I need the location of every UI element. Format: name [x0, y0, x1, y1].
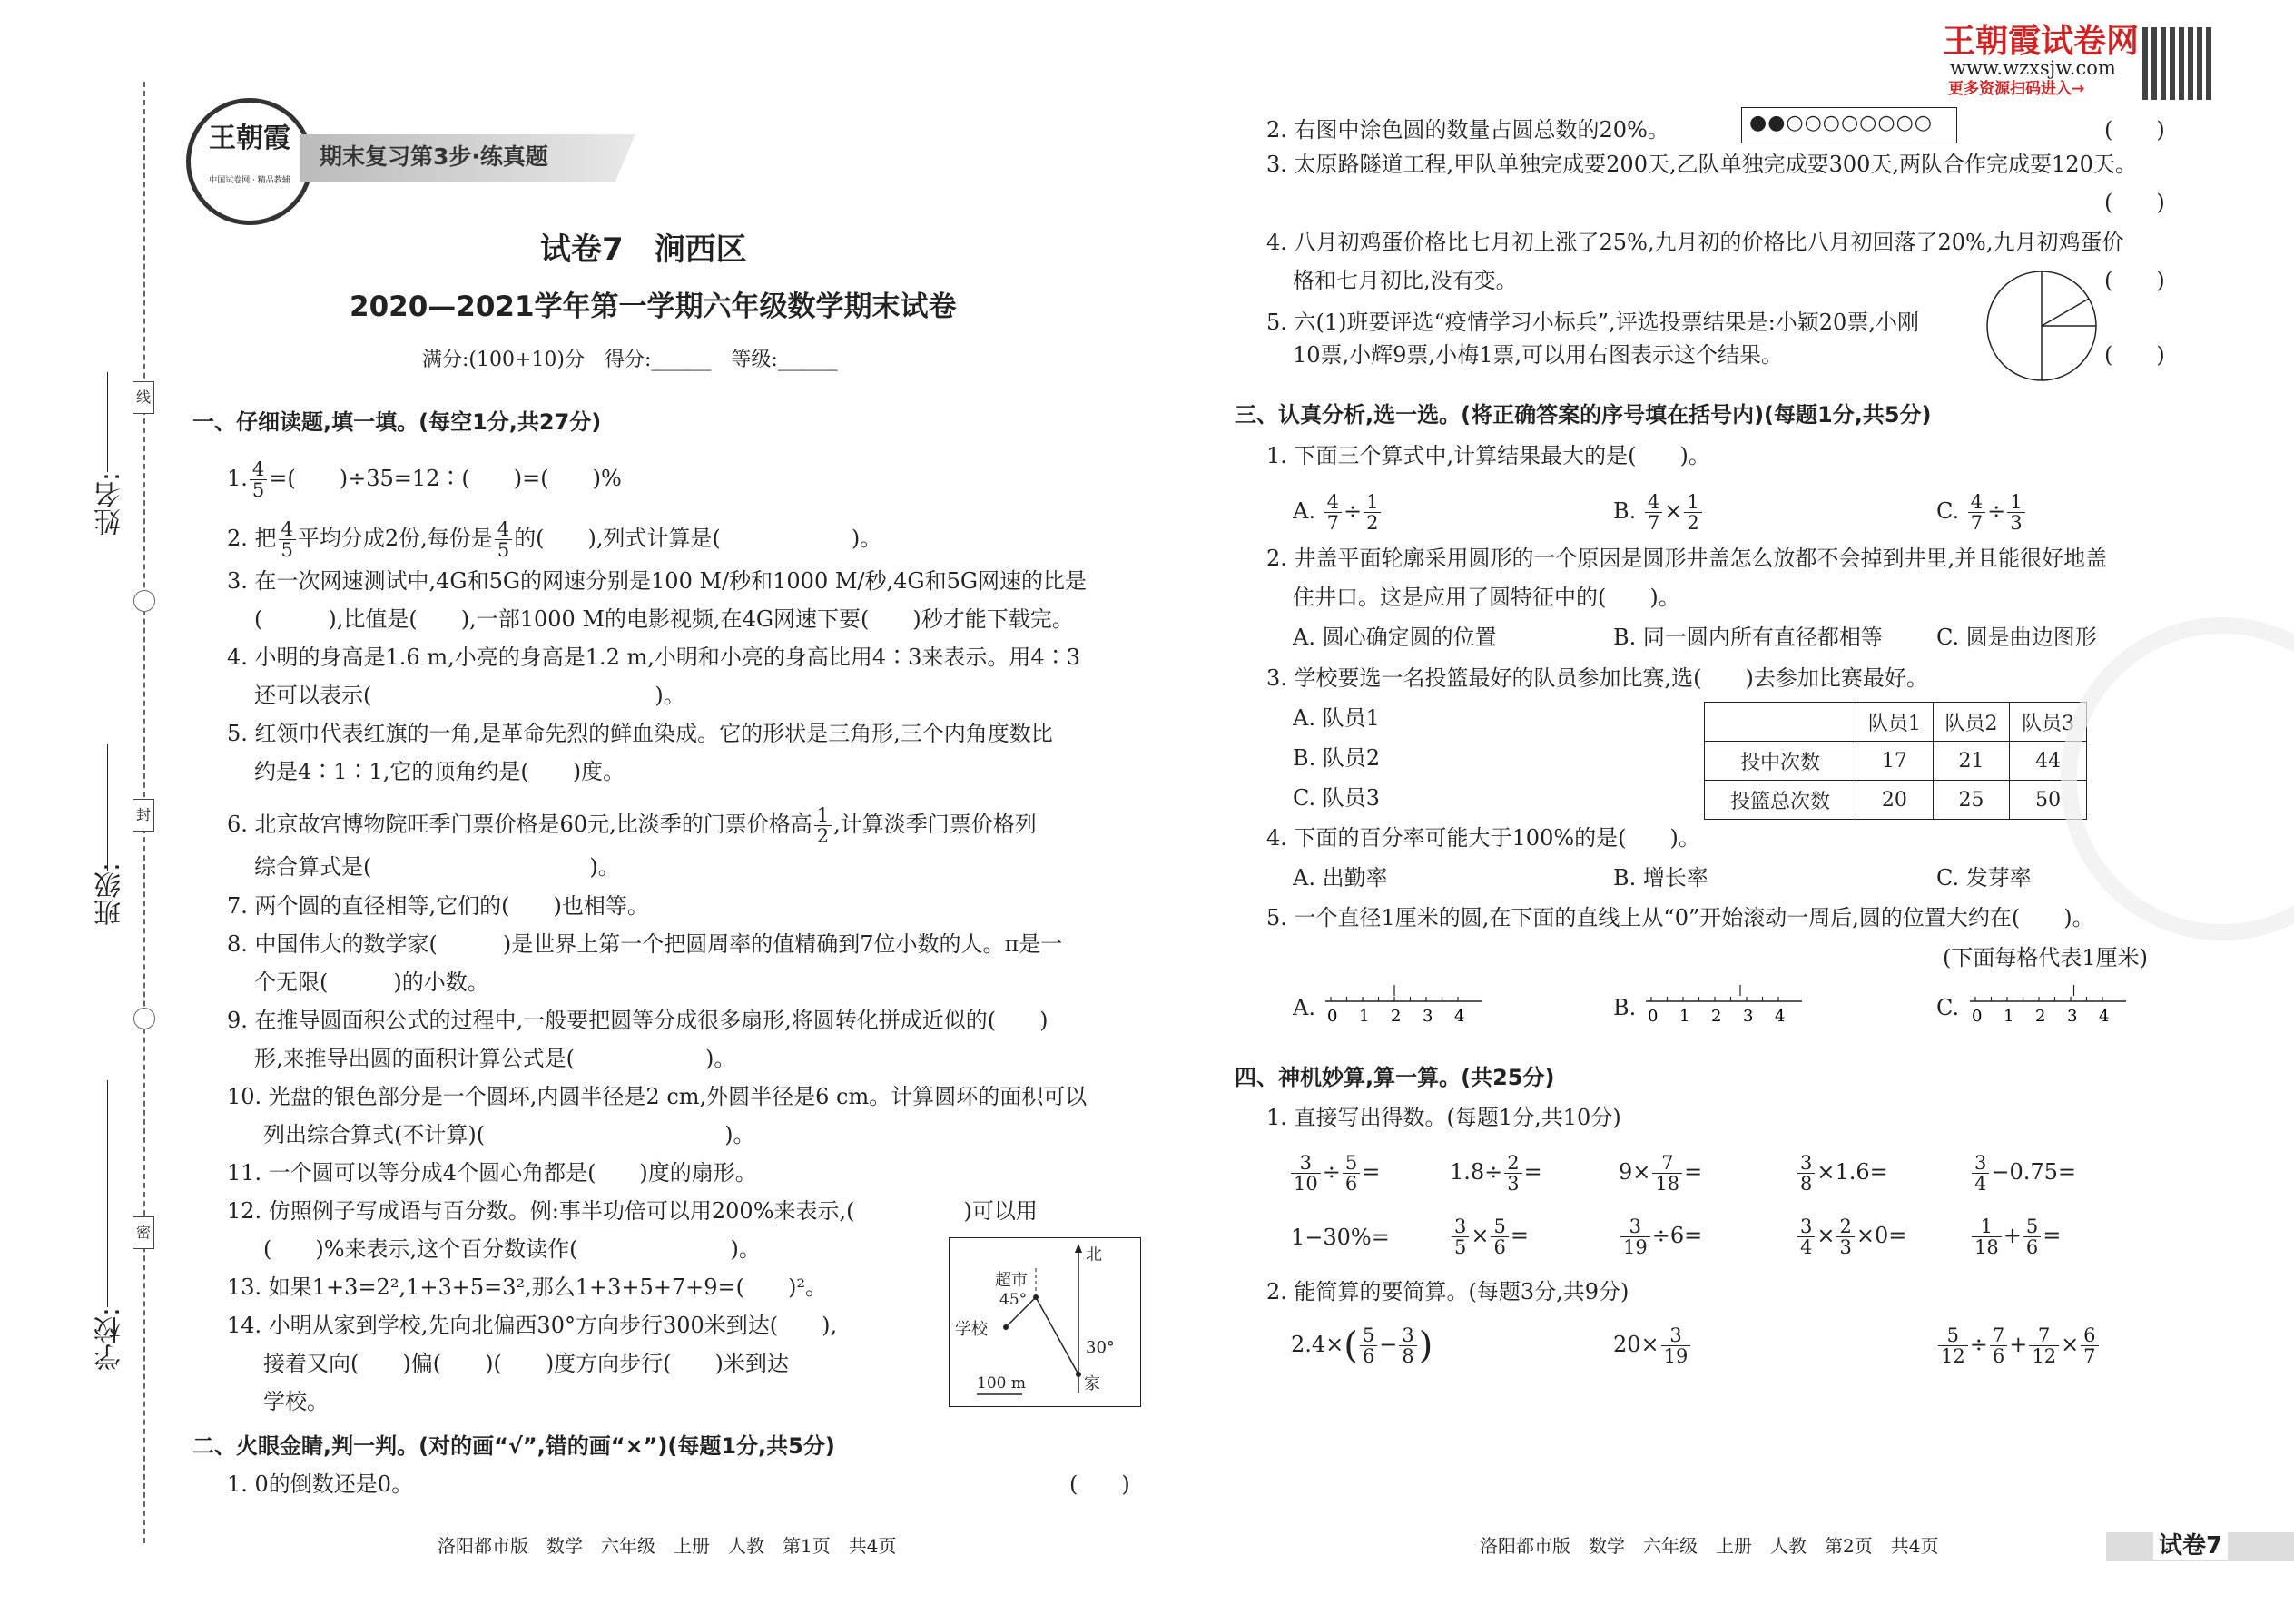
tick-label: 3 — [1423, 1007, 1433, 1026]
s1-q1: 1. $\frac{4}{5}$ =( )÷35=12∶( )=( )% — [227, 458, 622, 501]
s1-q14-line2: 接着又向( )偏( )( )度方向步行( )米到达 — [263, 1351, 789, 1376]
calc-3: 9× $\frac{7}{18}$ = — [1619, 1152, 1703, 1195]
s3-q3-opt-a[interactable]: A. 队员1 — [1293, 705, 1380, 731]
tick-label: 1 — [1679, 1007, 1690, 1026]
shooting-table — [1704, 702, 2087, 820]
number-line-a — [1325, 985, 1489, 1030]
s3-q4: 4. 下面的百分率可能大于100%的是( )。 — [1266, 825, 1700, 851]
calc-4: $\frac{3}{8}$ ×1.6= — [1796, 1153, 1888, 1194]
s3-q2-opt-b[interactable]: B. 同一圆内所有直径都相等 — [1613, 625, 1883, 650]
vote-pie-chart — [1984, 268, 2102, 386]
tick-label: 1 — [2004, 1007, 2014, 1026]
qr-code-icon — [2142, 27, 2213, 100]
s1-q7: 7. 两个圆的直径相等,它们的( )也相等。 — [227, 893, 649, 919]
s1-q10-line1: 10. 光盘的银色部分是一个圆环,内圆半径是2 cm,外圆半径是6 cm。计算圆环的面积可以 — [227, 1084, 1088, 1109]
calc-1: $\frac{3}{10}$ ÷ $\frac{5}{6}$ = — [1289, 1153, 1380, 1194]
binding-hole — [133, 590, 155, 612]
s2-q2-answer[interactable]: ( ) — [2104, 117, 2165, 143]
s1-q3-line2: ( ),比值是( ),一部1000 M的电影视频,在4G网速下要( )秒才能下载完。 — [254, 606, 1074, 632]
s3-q4-opt-a[interactable]: A. 出勤率 — [1293, 865, 1388, 891]
s3-q2-opt-a[interactable]: A. 圆心确定圆的位置 — [1293, 625, 1497, 650]
banner-text: 期末复习第3步·练真题 — [320, 143, 548, 170]
fraction: $\frac{4}{5}$ — [279, 519, 296, 560]
tick-label: 4 — [2099, 1007, 2110, 1026]
s1-q14-line3: 学校。 — [263, 1389, 329, 1414]
exam-subtitle: 2020—2021学年第一学期六年级数学期末试卷 — [350, 290, 957, 323]
s1-q11: 11. 一个圆可以等分成4个圆心角都是( )度的扇形。 — [227, 1160, 757, 1186]
school-field[interactable] — [107, 1080, 108, 1307]
s3-q5-opt-a-label[interactable]: A. — [1293, 995, 1315, 1020]
s1-q9-line1: 9. 在推导圆面积公式的过程中,一般要把圆等分成很多扇形,将圆转化拼成近似的( ) — [227, 1008, 1049, 1033]
tick-label: 4 — [1454, 1007, 1465, 1026]
route-map — [949, 1237, 1141, 1407]
paper-badge: 试卷7 — [2153, 1532, 2228, 1560]
simplify-2: 20× $\frac{3}{19}$ — [1613, 1325, 1692, 1366]
tick-label: 0 — [1648, 1007, 1659, 1026]
seal-mark-secret: 密 — [133, 1216, 154, 1249]
s1-q12-line2: ( )%来表示,这个百分数读作( )。 — [263, 1236, 761, 1262]
table-header-row: 队员1 队员2 队员3 — [1705, 703, 2087, 742]
calc-9: $\frac{3}{4}$ × $\frac{2}{3}$ ×0= — [1796, 1216, 1906, 1257]
s4-part1: 1. 直接写出得数。(每题1分,共10分) — [1266, 1105, 1621, 1130]
map-angle-30: 30° — [1086, 1338, 1115, 1357]
table-row: 投篮总次数 20 25 50 — [1705, 781, 2087, 820]
tick-label: 1 — [1359, 1007, 1370, 1026]
calc-10: $\frac{1}{18}$ + $\frac{5}{6}$ = — [1970, 1216, 2061, 1257]
tick-label: 2 — [1391, 1007, 1402, 1026]
footer-right: 洛阳都市版 数学 六年级 上册 人教 第2页 共4页 — [1480, 1535, 1939, 1557]
s2-q5-line2: 10票,小辉9票,小梅1票,可以用右图表示这个结果。 — [1293, 342, 1783, 368]
s3-q3-opt-b[interactable]: B. 队员2 — [1293, 745, 1381, 771]
s3-q4-opt-b[interactable]: B. 增长率 — [1613, 865, 1708, 891]
score-line: 满分:(100+10)分 得分:______ 等级:______ — [422, 349, 838, 371]
s3-q1-opt-b[interactable]: B. $\frac{4}{7}$ × $\frac{1}{2}$ — [1613, 492, 1704, 533]
s3-q3-opt-c[interactable]: C. 队员3 — [1293, 785, 1381, 811]
calc-6: 1−30%= — [1291, 1225, 1390, 1250]
logo — [186, 98, 313, 225]
tick-label: 2 — [2035, 1007, 2046, 1026]
s2-q4-line1: 4. 八月初鸡蛋价格比七月初上涨了25%,九月初的价格比八月初回落了20%,九月初鸡蛋价 — [1266, 230, 2124, 255]
calc-2: 1.8÷ $\frac{2}{3}$ = — [1450, 1152, 1542, 1195]
s1-q9-line2: 形,来推导出圆的面积计算公式是( )。 — [254, 1046, 736, 1071]
footer-left: 洛阳都市版 数学 六年级 上册 人教 第1页 共4页 — [438, 1535, 897, 1557]
s3-q1: 1. 下面三个算式中,计算结果最大的是( )。 — [1266, 443, 1710, 468]
tick-label: 4 — [1775, 1007, 1786, 1026]
seal-mark-line: 线 — [133, 381, 154, 414]
class-label: 班级: — [94, 862, 126, 927]
logo-name: 王朝霞 — [209, 123, 290, 154]
s3-q4-opt-c[interactable]: C. 发芽率 — [1936, 865, 2032, 891]
section1-heading: 一、仔细读题,填一填。(每空1分,共27分) — [192, 409, 602, 435]
s3-q3: 3. 学校要选一名投篮最好的队员参加比赛,选( )去参加比赛最好。 — [1266, 665, 1928, 691]
calc-8: $\frac{3}{19}$ ÷6= — [1619, 1216, 1702, 1257]
s1-q13: 13. 如果1+3=2²,1+3+5=3²,那么1+3+5+7+9=( )²。 — [227, 1275, 827, 1300]
s1-q2: 2. 把 $\frac{4}{5}$ 平均分成2份,每份是 $\frac{4}{5}$ 的( ),列式计算是( )。 — [227, 518, 882, 561]
number-line-b — [1646, 985, 1809, 1030]
s3-q5-opt-c-label[interactable]: C. — [1936, 995, 1960, 1020]
s1-q8-line2: 个无限( )的小数。 — [254, 969, 489, 995]
number-line-c-svg — [1970, 985, 2133, 1030]
brand-tagline: 更多资源扫码进入→ — [1948, 80, 2085, 98]
s3-q2-line1: 2. 井盖平面轮廓采用圆形的一个原因是圆形井盖怎么放都不会掉到井里,并且能很好地盖 — [1266, 546, 2108, 571]
simplify-1: 2.4×( $\frac{5}{6}$ − $\frac{3}{8}$ ) — [1291, 1324, 1433, 1367]
tick-label: 0 — [1327, 1007, 1338, 1026]
s2-q5-line1: 5. 六(1)班要评选“疫情学习小标兵”,评选投票结果是:小颖20票,小刚 — [1266, 310, 1919, 335]
school-label: 学校: — [94, 1307, 126, 1372]
s1-q6-line2: 综合算式是( )。 — [254, 854, 620, 880]
s1-q14-line1: 14. 小明从家到学校,先向北偏西30°方向步行300米到达( ), — [227, 1313, 838, 1338]
s1-q10-line2: 列出综合算式(不计算)( )。 — [263, 1122, 755, 1147]
watermark-seal — [2061, 617, 2294, 940]
s1-q6-line1: 6. 北京故宫博物院旺季门票价格是60元,比淡季的门票价格高 $\frac{1}{2}$ ,计算淡季门票价格列 — [227, 804, 1037, 847]
fraction: $\frac{1}{2}$ — [814, 805, 832, 846]
map-angle-45: 45° — [999, 1291, 1028, 1309]
exam-title: 试卷7 涧西区 — [540, 231, 747, 268]
s2-q4-line2: 格和七月初比,没有变。 — [1293, 268, 1518, 293]
s2-q1: 1. 0的倒数还是0。 — [227, 1471, 414, 1497]
simplify-3: $\frac{5}{12}$ ÷ $\frac{7}{6}$ + $\frac{7}{12}$ × $\frac{6}{7}$ — [1936, 1325, 2101, 1366]
number-line-b-svg — [1646, 985, 1809, 1030]
map-market: 超市 — [995, 1271, 1028, 1290]
calc-7: $\frac{3}{5}$ × $\frac{5}{6}$ = — [1450, 1216, 1529, 1257]
s2-q2: 2. 右图中涂色圆的数量占圆总数的20%。 — [1266, 117, 1669, 143]
map-north: 北 — [1086, 1245, 1102, 1265]
s3-q1-opt-c[interactable]: C. $\frac{4}{7}$ ÷ $\frac{1}{3}$ — [1936, 492, 2027, 533]
s1-q8-line1: 8. 中国伟大的数学家( )是世界上第一个把圆周率的值精确到7位小数的人。π是一 — [227, 931, 1063, 957]
s3-q2-opt-c[interactable]: C. 圆是曲边图形 — [1936, 625, 2097, 650]
s3-q5-opt-b-label[interactable]: B. — [1613, 995, 1637, 1020]
s1-q12-line1: 12. 仿照例子写成语与百分数。例:事半功倍可以用200%来表示,( )可以用 — [227, 1198, 1038, 1224]
name-field[interactable] — [107, 372, 108, 472]
name-label: 姓名: — [94, 472, 126, 536]
s1-q3-line1: 3. 在一次网速测试中,4G和5G的网速分别是100 M/秒和1000 M/秒,4G和5G网速的比是 — [227, 568, 1088, 594]
dot-row: ●●○○○○○○○○ — [1749, 112, 1933, 134]
s1-q4-line1: 4. 小明的身高是1.6 m,小亮的身高是1.2 m,小明和小亮的身高比用4∶3来表示。用4∶3 — [227, 645, 1080, 670]
s3-q5: 5. 一个直径1厘米的圆,在下面的直线上从“0”开始滚动一周后,圆的位置大约在( )。 — [1266, 905, 2094, 930]
s1-q5-line2: 约是4∶1∶1,它的顶角约是( )度。 — [254, 759, 625, 784]
s1-q4-line2: 还可以表示( )。 — [254, 683, 685, 708]
tick-label: 3 — [1743, 1007, 1754, 1026]
seal-mark-seal: 封 — [133, 799, 154, 832]
number-line-a-svg — [1325, 985, 1489, 1030]
section2-heading: 二、火眼金睛,判一判。(对的画“√”,错的画“×”)(每题1分,共5分) — [192, 1433, 835, 1459]
tick-label: 0 — [1972, 1007, 1983, 1026]
s3-q5-note: (下面每格代表1厘米) — [1943, 945, 2148, 970]
table-row: 投中次数 17 21 44 — [1705, 742, 2087, 781]
s2-q5-answer[interactable]: ( ) — [2104, 342, 2165, 368]
map-school: 学校 — [955, 1320, 988, 1339]
tick-label: 3 — [2067, 1007, 2078, 1026]
number-line-c — [1970, 985, 2133, 1030]
fraction: $\frac{4}{5}$ — [250, 459, 267, 500]
brand-url: www.wzxsjw.com — [1950, 57, 2116, 79]
s2-q4-answer[interactable]: ( ) — [2104, 268, 2165, 293]
tick-label: 2 — [1711, 1007, 1722, 1026]
fraction: $\frac{4}{5}$ — [495, 519, 512, 560]
dot-figure — [1741, 107, 1957, 143]
class-field[interactable] — [107, 744, 108, 871]
s2-q3-answer[interactable]: ( ) — [2104, 190, 2165, 215]
section3-heading: 三、认真分析,选一选。(将正确答案的序号填在括号内)(每题1分,共5分) — [1235, 402, 1932, 428]
section4-heading: 四、神机妙算,算一算。(共25分) — [1235, 1065, 1555, 1090]
s1-q5-line1: 5. 红领巾代表红旗的一角,是革命先烈的鲜血染成。它的形状是三角形,三个内角度数比 — [227, 721, 1053, 746]
brand-name: 王朝霞试卷网 — [1943, 23, 2140, 60]
s2-q3: 3. 太原路隧道工程,甲队单独完成要200天,乙队单独完成要300天,两队合作完成要120天。 — [1266, 152, 2137, 177]
s4-part2: 2. 能简算的要简算。(每题3分,共9分) — [1266, 1279, 1629, 1304]
map-home: 家 — [1084, 1374, 1100, 1393]
calc-5: $\frac{3}{4}$ −0.75= — [1970, 1153, 2076, 1194]
logo-sub: 中国试卷网 · 精品教辅 — [209, 176, 290, 185]
s3-q2-line2: 住井口。这是应用了圆特征中的( )。 — [1293, 585, 1680, 610]
s3-q1-opt-a[interactable]: A. $\frac{4}{7}$ ÷ $\frac{1}{2}$ — [1293, 492, 1383, 533]
s2-q1-answer[interactable]: ( ) — [1069, 1471, 1130, 1497]
map-scale: 100 m — [977, 1374, 1026, 1393]
binding-hole — [133, 1008, 155, 1029]
